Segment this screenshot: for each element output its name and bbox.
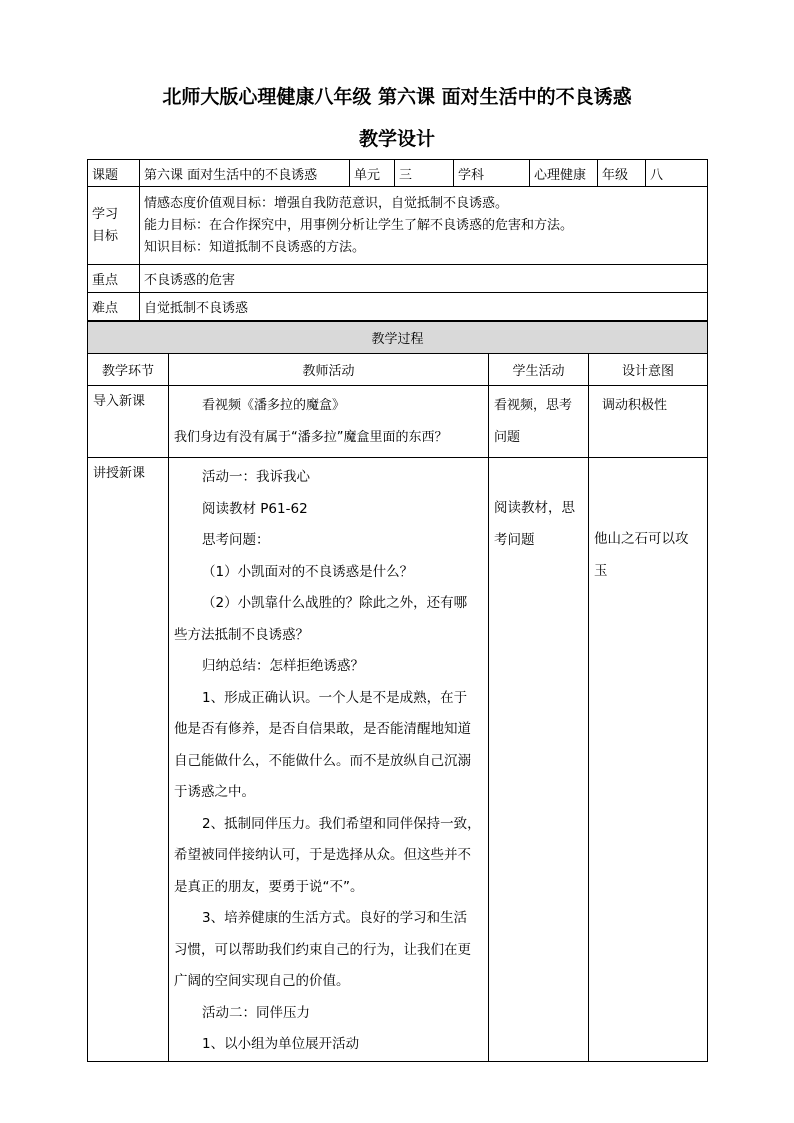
- teacher-line: 归纳总结：怎样拒绝诱惑？: [202, 658, 364, 674]
- goals-row: [88, 187, 708, 265]
- teacher-line: 我们身边有没有属于“潘多拉”魔盒里面的东西？: [174, 429, 448, 445]
- goals-label: [88, 187, 140, 265]
- teacher-line: 于诱惑之中。: [174, 784, 255, 800]
- teaching-process-table: [87, 321, 708, 1062]
- column-header: 教学环节: [88, 354, 169, 386]
- goal-item: 能力目标：在合作探究中，用事例分析让学生了解不良诱惑的危害和方法。: [144, 217, 574, 233]
- teach-student-activity: [489, 458, 589, 1062]
- unit-label: 单元: [350, 160, 395, 187]
- teacher-line: 思考问题：: [202, 532, 270, 548]
- teacher-line: 2、抵制同伴压力。我们希望和同伴保持一致，: [202, 815, 481, 832]
- student-line: 问题: [494, 429, 521, 445]
- topic-value: 第六课 面对生活中的不良诱惑: [140, 160, 350, 187]
- teacher-line: 广阔的空间实现自己的价值。: [174, 973, 350, 989]
- intro-row: [88, 386, 708, 458]
- teacher-line: 是真正的朋友，要勇于说“不”。: [174, 878, 364, 895]
- intent-line: 调动积极性: [602, 398, 668, 413]
- difficulty-row: [88, 293, 708, 321]
- intent-line: 玉: [594, 562, 608, 579]
- teacher-line: 活动二：同伴压力: [202, 1004, 310, 1021]
- teacher-line: 3、培养健康的生活方式。良好的学习和生活: [202, 910, 468, 926]
- key-point-value: 不良诱惑的危害: [140, 265, 708, 293]
- process-title-row: [88, 322, 708, 354]
- lesson-info-table: [87, 159, 708, 321]
- teach-stage: 讲授新课: [88, 458, 169, 1062]
- teach-row: [88, 458, 708, 1062]
- column-header: 学生活动: [489, 354, 589, 386]
- student-line: 考问题: [494, 531, 535, 548]
- subject-label: 学科: [454, 160, 530, 187]
- student-line: 阅读教材，思: [494, 500, 575, 516]
- goal-item: 知识目标：知道抵制不良诱惑的方法。: [144, 239, 366, 255]
- teacher-line: 活动一：我诉我心: [202, 469, 310, 485]
- difficulty-label: 难点: [88, 293, 140, 321]
- teacher-line: 1、形成正确认识。一个人是不是成熟，在于: [202, 689, 468, 706]
- grade-label: 年级: [598, 160, 646, 187]
- teacher-line: 阅读教材 P61-62: [202, 500, 308, 517]
- page-subtitle: 教学设计: [358, 128, 435, 150]
- teacher-line: 习惯，可以帮助我们约束自己的行为，让我们在更: [174, 941, 471, 958]
- teacher-line: 他是否有修养，是否自信果敢，是否能清醒地知道: [174, 721, 471, 737]
- intro-design-intent: [589, 386, 708, 458]
- goals-content: [140, 187, 708, 265]
- intro-stage: 导入新课: [88, 386, 169, 458]
- unit-value: 三: [395, 160, 454, 187]
- teach-design-intent: [589, 458, 708, 1062]
- intro-student-activity: [489, 386, 589, 458]
- goals-label-line: 目标: [92, 228, 119, 244]
- grade-value: 八: [646, 160, 708, 187]
- key-point-label: 重点: [88, 265, 140, 293]
- teacher-line: 希望被同伴接纳认可，于是选择从众。但这些并不: [174, 847, 471, 863]
- subject-value: 心理健康: [530, 160, 598, 187]
- page-title: 北师大版心理健康八年级 第六课 面对生活中的不良诱惑: [162, 86, 632, 108]
- teacher-line: 看视频《潘多拉的魔盒》: [202, 398, 346, 413]
- info-row: [88, 160, 708, 187]
- intent-line: 他山之石可以攻: [594, 531, 689, 547]
- topic-label: 课题: [88, 160, 140, 187]
- column-header: 设计意图: [589, 354, 708, 386]
- teacher-line: 自己能做什么，不能做什么。而不是放纵自己沉溺: [174, 752, 471, 769]
- student-line: 看视频，思考: [494, 398, 573, 413]
- teacher-line: 些方法抵制不良诱惑？: [174, 626, 309, 643]
- column-header: 教师活动: [169, 354, 489, 386]
- key-point-row: [88, 265, 708, 293]
- goals-label-line: 学习: [92, 206, 119, 222]
- process-title: 教学过程: [88, 322, 708, 354]
- teacher-line: （2）小凯靠什么战胜的？除此之外，还有哪: [202, 595, 468, 611]
- difficulty-value: 自觉抵制不良诱惑: [140, 293, 708, 321]
- teacher-line: 1、以小组为单位展开活动: [202, 1036, 360, 1052]
- process-header-row: [88, 354, 708, 386]
- intro-teacher-activity: [169, 386, 489, 458]
- teacher-line: （1）小凯面对的不良诱惑是什么？: [202, 563, 414, 580]
- goal-item: 情感态度价值观目标：增强自我防范意识，自觉抵制不良诱惑。: [144, 195, 509, 211]
- teach-teacher-activity: [169, 458, 489, 1062]
